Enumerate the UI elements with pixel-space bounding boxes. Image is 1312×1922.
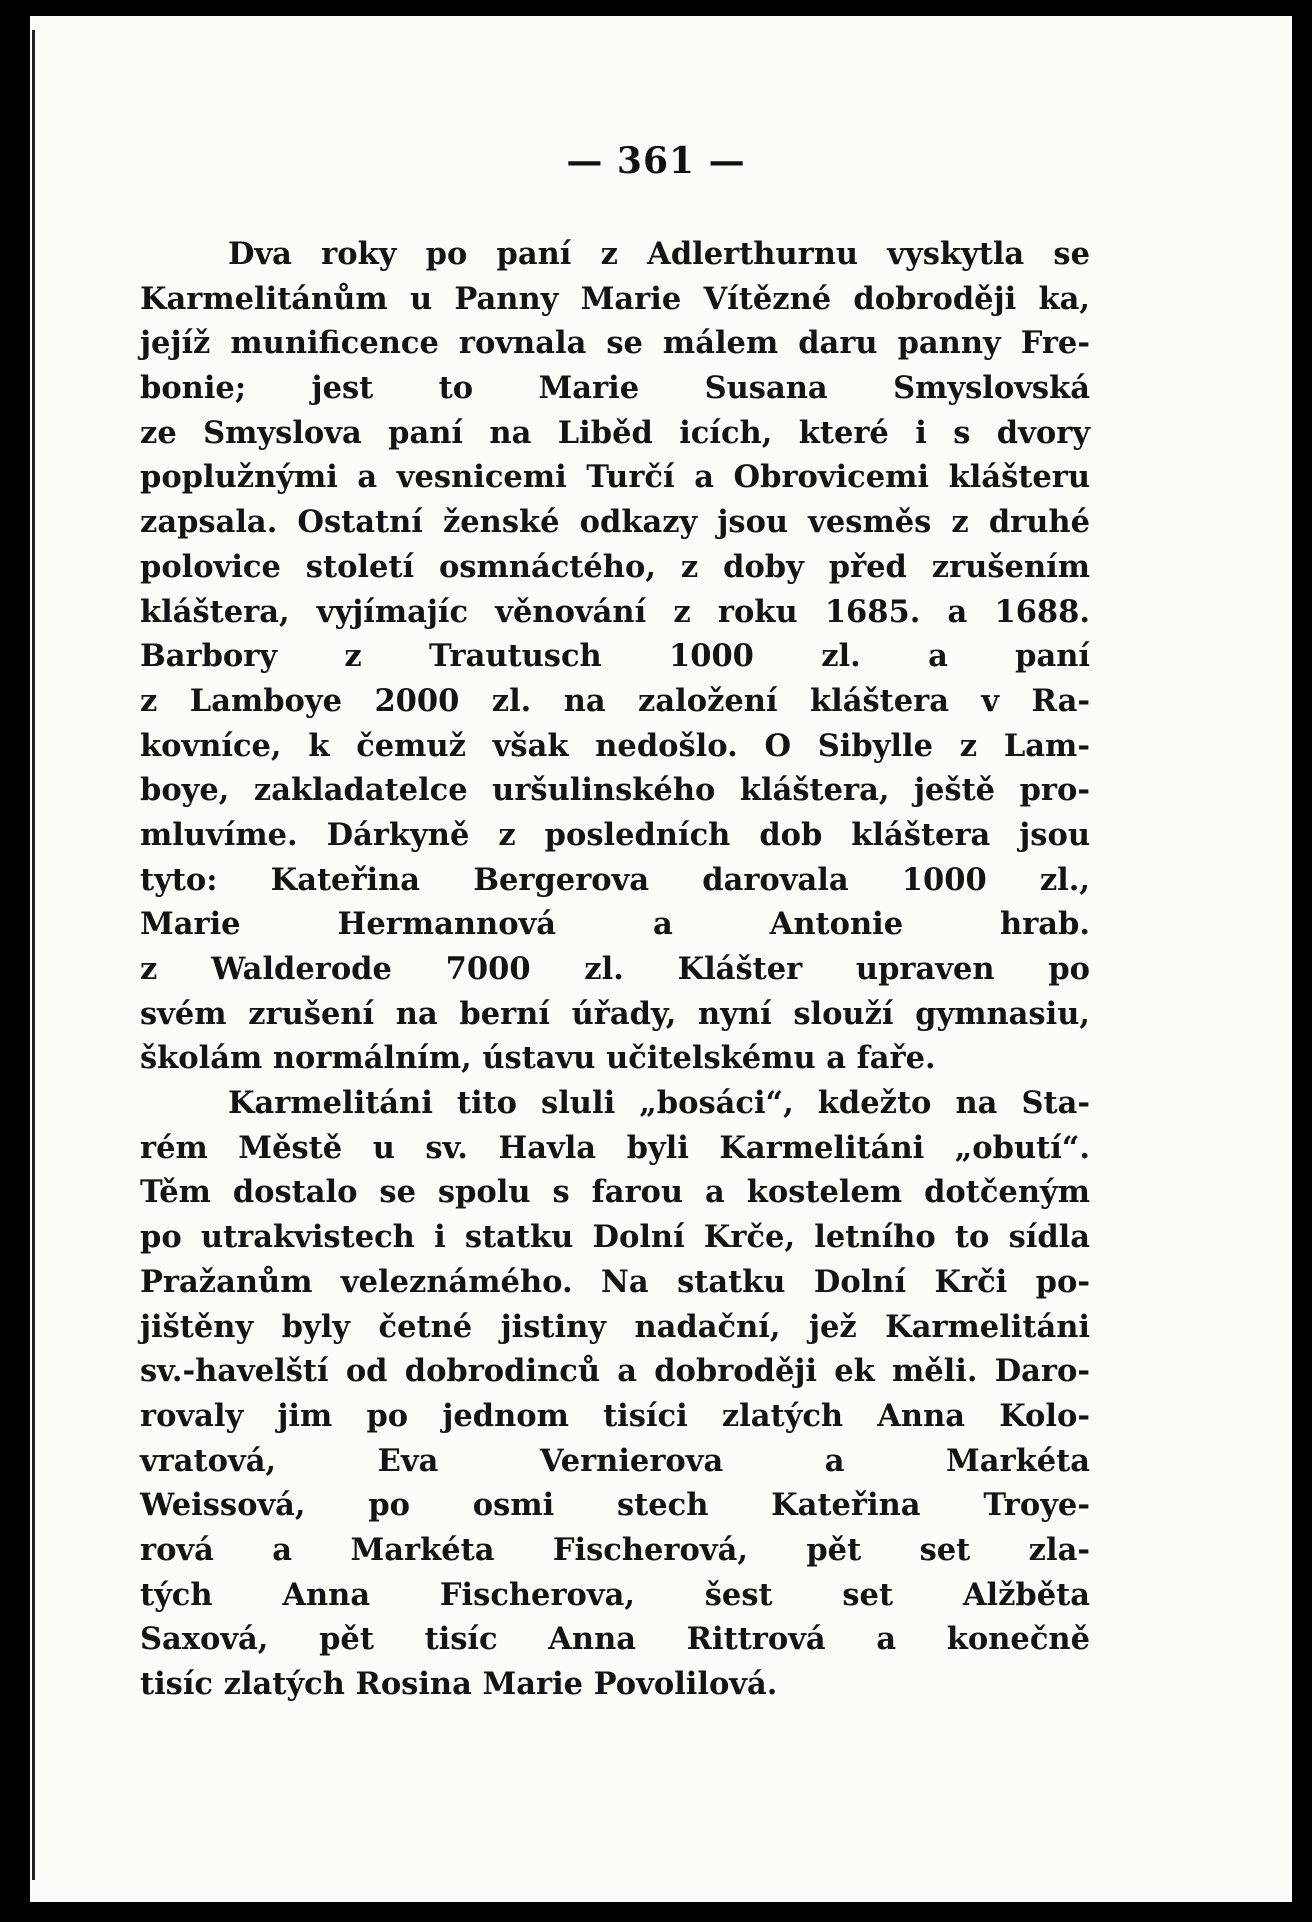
text-line: tyto: Kateřina Bergerova darovala 1000 zl.,: [140, 861, 1090, 898]
text-line: z Lamboye 2000 zl. na založení kláštera v Ra-: [140, 682, 1090, 719]
text-line: mluvíme. Dárkyně z posledních dob kláštera jsou: [140, 816, 1090, 853]
body-text: [140, 232, 1090, 1707]
text-line: rová a Markéta Fischerová, pět set zla-: [140, 1531, 1090, 1568]
text-line: Karmelitánům u Panny Marie Vítězné dobroději ka,: [140, 280, 1090, 317]
text-line: svém zrušení na berní úřady, nyní slouží gymnasiu,: [140, 995, 1090, 1032]
text-line: z Walderode 7000 zl. Klášter upraven po: [140, 951, 1090, 987]
page-edge-shadow: [32, 30, 35, 1880]
text-line: Dva roky po paní z Adlerthurnu vyskytla se: [228, 236, 1090, 272]
text-line: vratová, Eva Vernierova a Markéta: [140, 1442, 1090, 1479]
text-line: Weissová, po osmi stech Kateřina Troye-: [140, 1487, 1090, 1524]
text-line: po utrakvistech i statku Dolní Krče, letního to sídla: [140, 1219, 1090, 1256]
text-line: Pražanům veleznámého. Na statku Dolní Krči po-: [140, 1263, 1090, 1300]
page-number: — 361 —: [566, 140, 746, 182]
text-line: polovice století osmnáctého, z doby před zrušením: [140, 548, 1090, 585]
text-line: školám normálním, ústavu učitelskému a faře.: [140, 1040, 936, 1077]
text-line: tých Anna Fischerova, šest set Alžběta: [140, 1576, 1090, 1613]
text-line: bonie; jest to Marie Susana Smyslovská: [140, 370, 1090, 407]
text-line: Těm dostalo se spolu s farou a kostelem dotčeným: [140, 1174, 1090, 1211]
text-line: poplužnými a vesnicemi Turčí a Obrovicemi klášteru: [140, 459, 1090, 496]
text-line: kovníce, k čemuž však nedošlo. O Sibylle z Lam-: [140, 727, 1090, 764]
text-line: boye, zakladatelce uršulinského kláštera, ještě pro-: [140, 772, 1090, 809]
text-line: Marie Hermannová a Antonie hrab.: [140, 906, 1090, 943]
text-line: sv.-havelští od dobrodinců a dobroději ek měli. Daro-: [140, 1353, 1090, 1390]
text-line: tisíc zlatých Rosina Marie Povolilová.: [140, 1666, 778, 1702]
text-line: rovaly jim po jednom tisíci zlatých Anna Kolo-: [140, 1397, 1090, 1434]
text-line: Saxová, pět tisíc Anna Rittrová a konečně: [140, 1621, 1090, 1658]
text-line: Barbory z Trautusch 1000 zl. a paní: [140, 638, 1090, 675]
text-line: jištěny byly četné jistiny nadační, jež Karmelitáni: [140, 1308, 1090, 1345]
text-line: zapsala. Ostatní ženské odkazy jsou vesměs z druhé: [140, 504, 1090, 541]
text-line: Karmelitáni tito sluli „bosáci“, kdežto na Sta-: [228, 1085, 1090, 1122]
text-line: jejíž munificence rovnala se málem daru panny Fre-: [140, 325, 1090, 362]
text-line: kláštera, vyjímajíc věnování z roku 1685. a 1688.: [140, 593, 1090, 630]
text-line: ze Smyslova paní na Liběd icích, které i s dvory: [140, 414, 1090, 451]
text-line: rém Městě u sv. Havla byli Karmelitáni „obutí“.: [140, 1129, 1090, 1166]
